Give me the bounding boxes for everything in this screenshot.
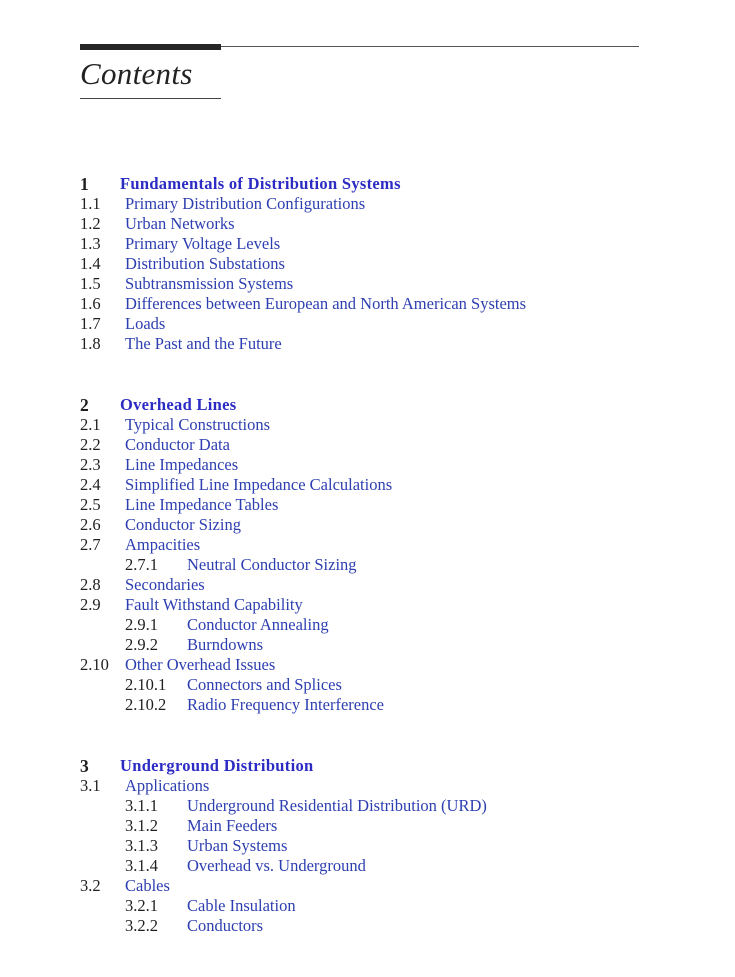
section-entry[interactable]: [80, 214, 680, 234]
entry-number: 2.5: [80, 495, 101, 514]
section-entry[interactable]: [80, 435, 680, 455]
entry-title-link[interactable]: Urban Systems: [187, 836, 288, 855]
entry-title-link[interactable]: Burndowns: [187, 635, 264, 654]
entry-number: 1.3: [80, 234, 101, 253]
entry-number: 2.9.2: [125, 635, 158, 654]
entry-number: 1.8: [80, 334, 101, 353]
section-entry[interactable]: [80, 535, 680, 555]
entry-number: 3.2.1: [125, 896, 158, 915]
chapter-title-link[interactable]: Overhead Lines: [120, 395, 237, 414]
entry-number: 2.9: [80, 595, 101, 614]
entry-number: 2.6: [80, 515, 101, 534]
entry-title-link[interactable]: Underground Residential Distribution (URD): [187, 796, 487, 815]
entry-title-link[interactable]: Radio Frequency Interference: [187, 695, 384, 714]
section-entry[interactable]: [80, 415, 680, 435]
entry-title-link[interactable]: Primary Distribution Configurations: [125, 194, 366, 213]
entry-title-link[interactable]: Conductor Annealing: [187, 615, 329, 634]
chapter-number: 2: [80, 395, 89, 415]
chapter-title-link[interactable]: Fundamentals of Distribution Systems: [120, 174, 401, 193]
subsection-entry[interactable]: [80, 916, 680, 936]
subsection-entry[interactable]: [80, 555, 680, 575]
entry-number: 3.2.2: [125, 916, 158, 935]
entry-title-link[interactable]: Conductor Data: [125, 435, 230, 454]
subsection-entry[interactable]: [80, 796, 680, 816]
entry-number: 2.3: [80, 455, 101, 474]
entry-number: 2.7: [80, 535, 101, 554]
entry-title-link[interactable]: Line Impedances: [125, 455, 239, 474]
entry-number: 2.2: [80, 435, 101, 454]
section-entry[interactable]: [80, 575, 680, 595]
entry-title-link[interactable]: Distribution Substations: [125, 254, 285, 273]
section-entry[interactable]: [80, 515, 680, 535]
chapter-number: 3: [80, 756, 89, 776]
subsection-entry[interactable]: [80, 896, 680, 916]
page-title: Contents: [80, 56, 193, 91]
chapter-block: [80, 756, 680, 936]
section-entry[interactable]: [80, 254, 680, 274]
entry-number: 1.7: [80, 314, 101, 333]
chapter-heading[interactable]: [80, 395, 680, 415]
subsection-entry[interactable]: [80, 615, 680, 635]
entry-number: 1.4: [80, 254, 101, 273]
chapter-heading[interactable]: [80, 174, 680, 194]
entry-number: 2.4: [80, 475, 101, 494]
subsection-entry[interactable]: [80, 816, 680, 836]
entry-number: 3.1.1: [125, 796, 158, 815]
subsection-entry[interactable]: [80, 695, 680, 715]
subsection-entry[interactable]: [80, 675, 680, 695]
entry-number: 1.5: [80, 274, 101, 293]
section-entry[interactable]: [80, 234, 680, 254]
section-entry[interactable]: [80, 314, 680, 334]
section-entry[interactable]: [80, 876, 680, 896]
entry-title-link[interactable]: Ampacities: [125, 535, 201, 554]
entry-number: 2.7.1: [125, 555, 158, 574]
entry-title-link[interactable]: Applications: [125, 776, 210, 795]
entry-number: 2.10: [80, 655, 109, 674]
entry-title-link[interactable]: Connectors and Splices: [187, 675, 342, 694]
table-of-contents: [80, 174, 680, 977]
entry-title-link[interactable]: Other Overhead Issues: [125, 655, 276, 674]
section-entry[interactable]: [80, 194, 680, 214]
entry-title-link[interactable]: Subtransmission Systems: [125, 274, 294, 293]
entry-number: 2.10.1: [125, 675, 167, 694]
entry-title-link[interactable]: Differences between European and North American Systems: [125, 294, 527, 313]
entry-number: 3.1.2: [125, 816, 158, 835]
entry-number: 3.1: [80, 776, 101, 795]
entry-title-link[interactable]: Simplified Line Impedance Calculations: [125, 475, 393, 494]
entry-title-link[interactable]: Conductors: [187, 916, 264, 935]
entry-number: 1.2: [80, 214, 101, 233]
entry-title-link[interactable]: Neutral Conductor Sizing: [187, 555, 357, 574]
header-thick-rule: [80, 44, 221, 50]
section-entry[interactable]: [80, 595, 680, 615]
section-entry[interactable]: [80, 475, 680, 495]
entry-title-link[interactable]: Main Feeders: [187, 816, 278, 835]
chapter-block: [80, 174, 680, 354]
section-entry[interactable]: [80, 294, 680, 314]
entry-title-link[interactable]: Loads: [125, 314, 166, 333]
entry-title-link[interactable]: Secondaries: [125, 575, 205, 594]
subsection-entry[interactable]: [80, 836, 680, 856]
subsection-entry[interactable]: [80, 856, 680, 876]
entry-number: 1.6: [80, 294, 101, 313]
entry-number: 2.9.1: [125, 615, 158, 634]
entry-number: 3.1.4: [125, 856, 158, 875]
chapter-title-link[interactable]: Underground Distribution: [120, 756, 314, 775]
entry-number: 2.8: [80, 575, 101, 594]
chapter-heading[interactable]: [80, 756, 680, 776]
entry-number: 1.1: [80, 194, 101, 213]
section-entry[interactable]: [80, 655, 680, 675]
entry-title-link[interactable]: Overhead vs. Underground: [187, 856, 366, 875]
chapter-number: 1: [80, 174, 89, 194]
section-entry[interactable]: [80, 776, 680, 796]
section-entry[interactable]: [80, 455, 680, 475]
title-underline: [80, 98, 221, 99]
section-entry[interactable]: [80, 274, 680, 294]
entry-title-link[interactable]: The Past and the Future: [125, 334, 282, 353]
entry-number: 2.10.2: [125, 695, 167, 714]
entry-title-link[interactable]: Cable Insulation: [187, 896, 296, 915]
header-thin-rule: [221, 46, 639, 47]
entry-title-link[interactable]: Fault Withstand Capability: [125, 595, 303, 614]
entry-title-link[interactable]: Primary Voltage Levels: [125, 234, 281, 253]
entry-title-link[interactable]: Urban Networks: [125, 214, 235, 233]
entry-title-link[interactable]: Line Impedance Tables: [125, 495, 279, 514]
subsection-entry[interactable]: [80, 635, 680, 655]
entry-title-link[interactable]: Conductor Sizing: [125, 515, 241, 534]
entry-title-link[interactable]: Cables: [125, 876, 170, 895]
section-entry[interactable]: [80, 334, 680, 354]
entry-title-link[interactable]: Typical Constructions: [125, 415, 271, 434]
chapter-block: [80, 395, 680, 715]
section-entry[interactable]: [80, 495, 680, 515]
entry-number: 2.1: [80, 415, 101, 434]
entry-number: 3.2: [80, 876, 101, 895]
entry-number: 3.1.3: [125, 836, 158, 855]
